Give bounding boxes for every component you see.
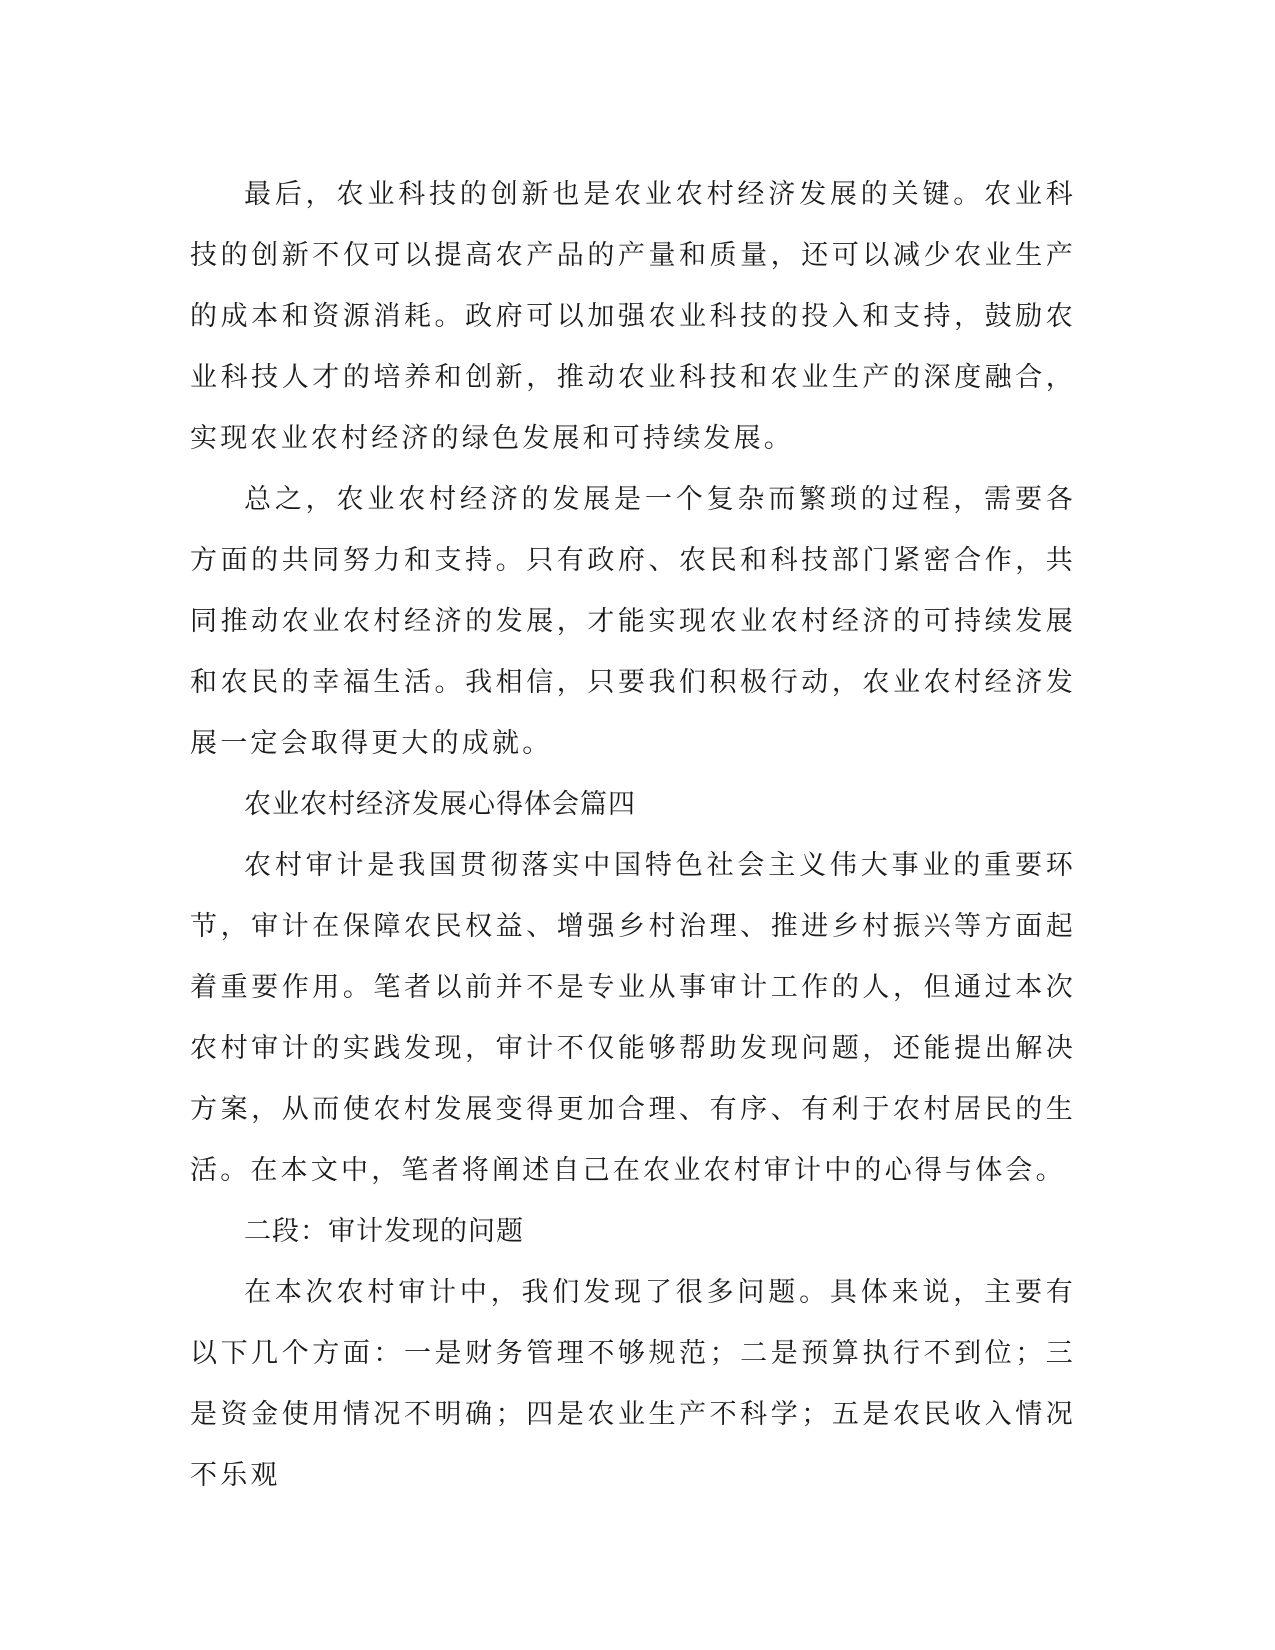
section-heading-audit-findings: 二段：审计发现的问题 <box>244 1216 524 1247</box>
paragraph-rural-audit-intro: 农村审计是我国贯彻落实中国特色社会主义伟大事业的重要环节，审计在保障农民权益、增强乡村治理、推进乡村振兴等方面起着重要作用。笔者以前并不是专业从事审计工作的人，但通过本次农村审计的实践发现，审计不仅能够帮助发现问题，还能提出解决方案，从而使农村发展变得更加合理、有序、有利于农村居民的生活。在本文中，笔者将阐述自己在农业农村审计中的心得与体会。 <box>190 850 1076 1186</box>
paragraph-agri-tech-innovation: 最后，农业科技的创新也是农业农村经济发展的关键。农业科技的创新不仅可以提高农产品的产量和质量，还可以减少农业生产的成本和资源消耗。政府可以加强农业科技的投入和支持，鼓励农业科技人才的培养和创新，推动农业科技和农业生产的深度融合，实现农业农村经济的绿色发展和可持续发展。 <box>190 179 1076 454</box>
paragraph-conclusion: 总之，农业农村经济的发展是一个复杂而繁琐的过程，需要各方面的共同努力和支持。只有政府、农民和科技部门紧密合作，共同推动农业农村经济的发展，才能实现农业农村经济的可持续发展和农民的幸福生活。我相信，只要我们积极行动，农业农村经济发展一定会取得更大的成就。 <box>190 484 1076 759</box>
section-heading-part-four: 农业农村经济发展心得体会篇四 <box>244 789 636 820</box>
paragraph-audit-problems: 在本次农村审计中，我们发现了很多问题。具体来说，主要有以下几个方面：一是财务管理不够规范；二是预算执行不到位；三是资金使用情况不明确；四是农业生产不科学；五是农民收入情况不乐观 <box>190 1277 1076 1491</box>
document-body <box>190 164 1076 1506</box>
